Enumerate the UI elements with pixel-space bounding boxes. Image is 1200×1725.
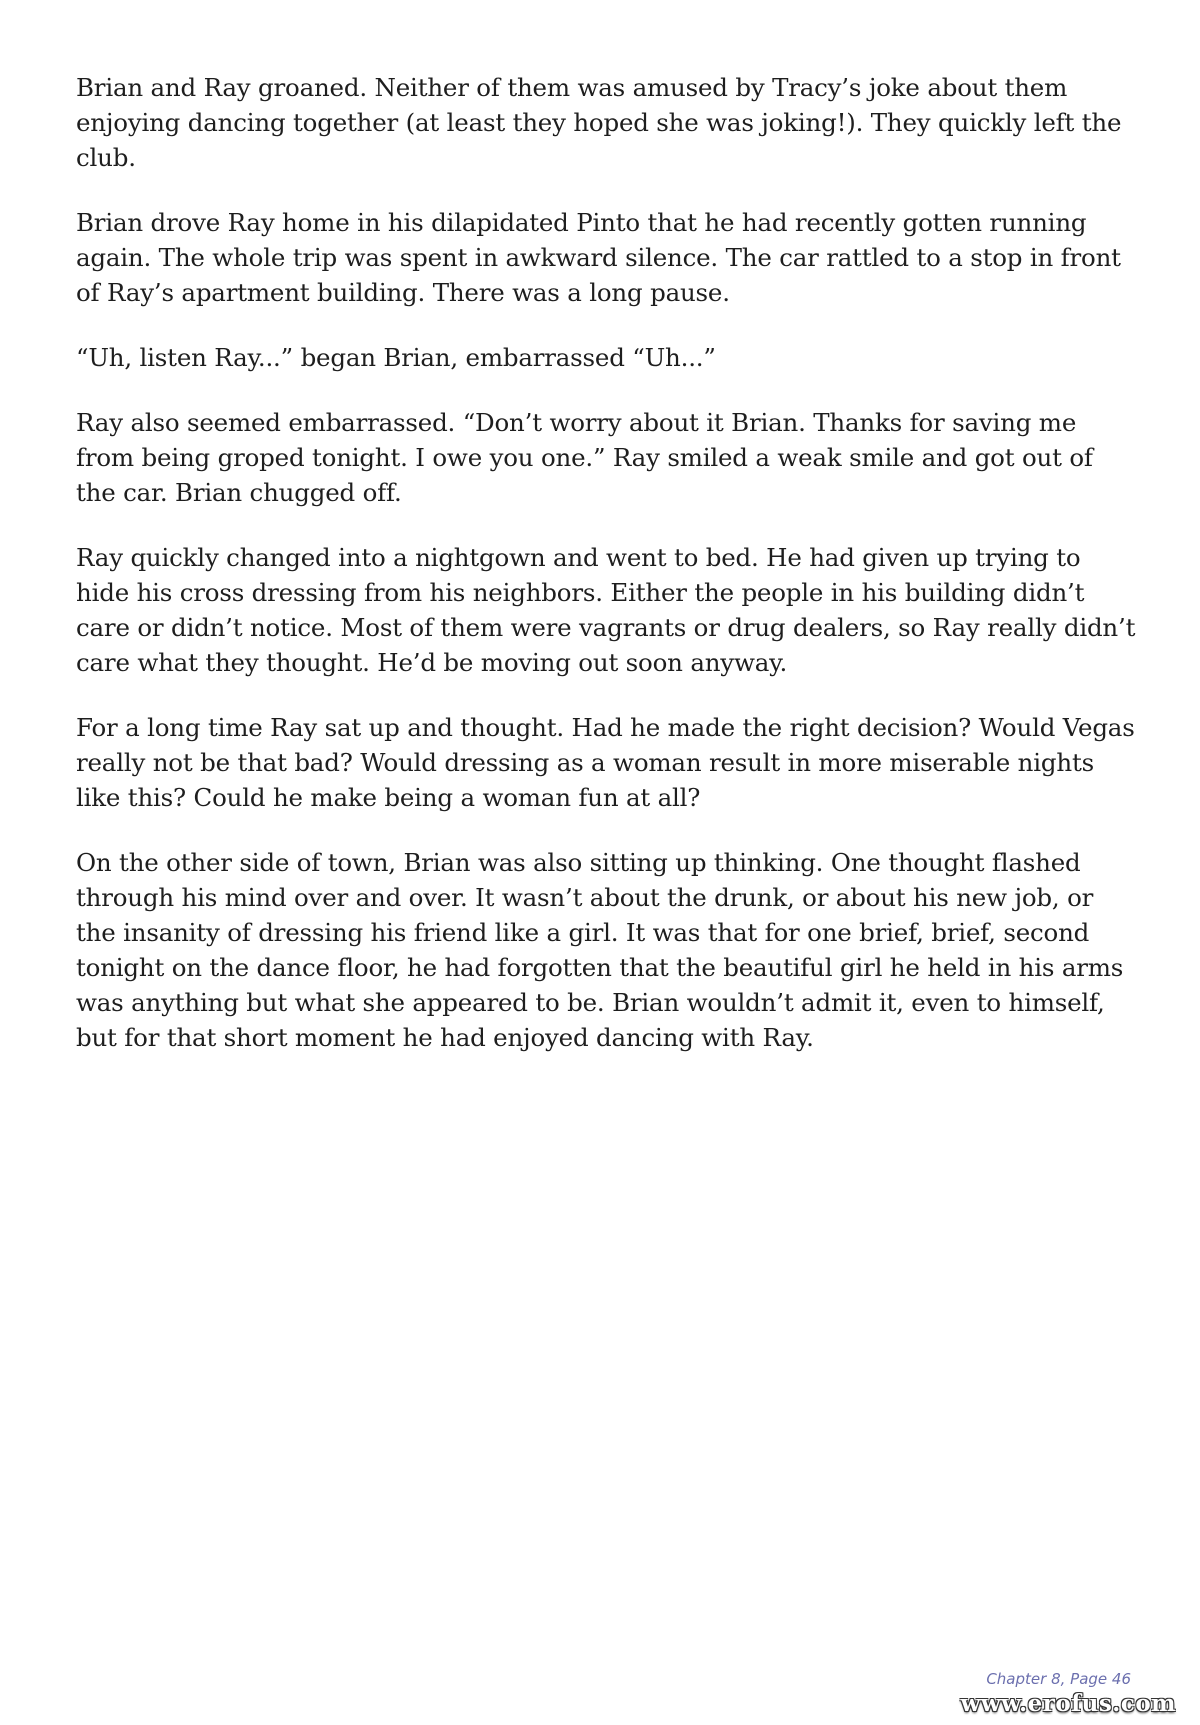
paragraph-6: For a long time Ray sat up and thought. Had he made the right decision? Would Vegas really not be that bad? Would dressing as a woman result in more miserable nights like this? Could he make being a woman fun at all? (76, 713, 1135, 812)
paragraph-7: On the other side of town, Brian was also sitting up thinking. One thought flashed through his mind over and over. It wasn’t about the drunk, or about his new job, or the insanity of dressing his friend like a girl. It was that for one brief, brief, second tonight on the dance floor, he had forgotten that the beautiful girl he held in his arms was anything but what she appeared to be. Brian wouldn’t admit it, even to himself, but for that short moment he had enjoyed dancing with Ray. (76, 848, 1124, 1052)
page-number-label: Chapter 8, Page 46 (986, 1670, 1131, 1688)
watermark-logo: www.erofus.com (960, 1690, 1176, 1717)
paragraph-1: Brian and Ray groaned. Neither of them was amused by Tracy’s joke about them enjoying dancing together (at least they hoped she was joking!). They quickly left the club. (76, 73, 1122, 172)
paragraph-4: Ray also seemed embarrassed. “Don’t worry about it Brian. Thanks for saving me from being groped tonight. I owe you one.” Ray smiled a weak smile and got out of the car. Brian chugged off. (76, 408, 1093, 507)
paragraph-3: “Uh, listen Ray...” began Brian, embarrassed “Uh...” (76, 343, 716, 372)
paragraph-2: Brian drove Ray home in his dilapidated Pinto that he had recently gotten running again. The whole trip was spent in awkward silence. The car rattled to a stop in front of Ray’s apartment building. There was a long pause. (76, 208, 1121, 307)
story-text (76, 70, 1136, 1085)
paragraph-5: Ray quickly changed into a nightgown and went to bed. He had given up trying to hide his cross dressing from his neighbors. Either the people in his building didn’t care or didn’t notice. Most of them were vagrants or drug dealers, so Ray really didn’t care what they thought. He’d be moving out soon anyway. (76, 543, 1136, 677)
